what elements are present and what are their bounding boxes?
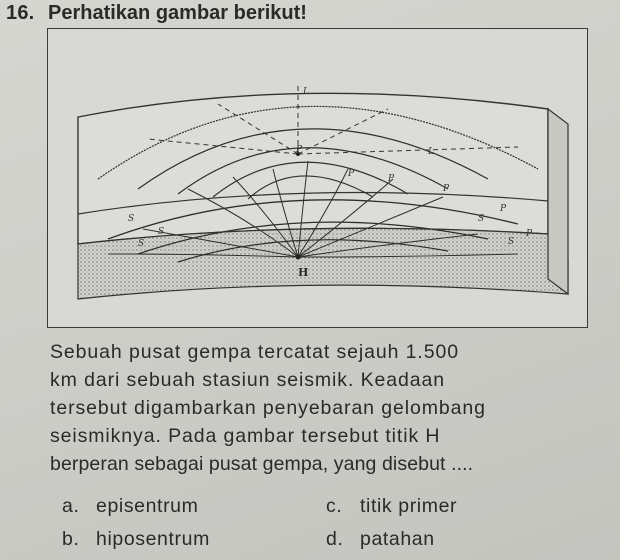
wave-label: P — [296, 145, 303, 155]
option-text: episentrum — [96, 495, 199, 517]
wave-label: P — [388, 174, 395, 184]
wave-label: S — [128, 214, 135, 224]
option-text: hiposentrum — [96, 528, 210, 550]
paragraph-line: km dari sebuah stasiun seismik. Keadaan — [50, 369, 445, 391]
wave-label: L — [428, 147, 434, 157]
crust-layer — [78, 228, 568, 299]
option-d[interactable] — [326, 528, 435, 551]
paragraph-line: Sebuah pusat gempa tercatat sejauh 1.500 — [50, 341, 459, 363]
paragraph-line: seismiknya. Pada gambar tersebut titik H — [50, 425, 441, 447]
option-c[interactable] — [326, 495, 457, 518]
question-number: 16. — [6, 2, 35, 24]
block-side — [548, 109, 568, 294]
seismic-wave-illustration — [48, 29, 589, 329]
option-text: titik primer — [360, 495, 458, 517]
wave-label: S — [508, 237, 515, 247]
option-letter: c. — [326, 495, 343, 517]
option-a[interactable] — [62, 495, 198, 518]
wave-label: P — [348, 169, 355, 179]
wave-label: S — [158, 227, 165, 237]
wave-label: S — [138, 239, 145, 249]
paragraph-line: tersebut digambarkan penyebaran gelombang — [50, 397, 486, 419]
option-letter: b. — [62, 528, 80, 550]
option-letter: a. — [62, 495, 80, 517]
wave-label: P — [526, 229, 533, 239]
wave-label: S — [478, 214, 485, 224]
wave-label: P — [500, 204, 507, 214]
option-letter: d. — [326, 528, 344, 550]
paragraph-line: berperan sebagai pusat gempa, yang disebut .... — [50, 453, 474, 475]
question-instruction: Perhatikan gambar berikut! — [48, 2, 307, 24]
question-paragraph — [50, 338, 610, 478]
wave-label: L — [303, 87, 309, 97]
hypocenter-point — [296, 255, 301, 260]
option-b[interactable] — [62, 528, 210, 551]
wave-label: P — [443, 184, 450, 194]
hypocenter-label: H — [298, 266, 309, 279]
option-text: patahan — [360, 528, 435, 550]
earthquake-figure — [47, 28, 588, 328]
